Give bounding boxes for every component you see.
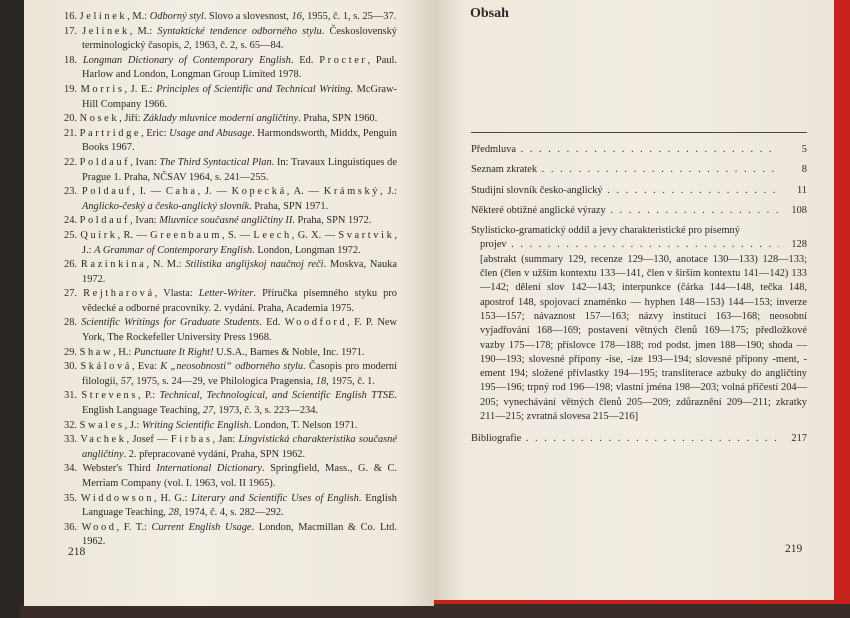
toc-item [471, 163, 807, 177]
toc-item [471, 184, 807, 198]
entry-text: , 1963, č. 2, s. 65—84. [189, 40, 284, 52]
entry-title: 28 [168, 507, 179, 519]
entry-title: Punctuate It Right! [133, 346, 214, 358]
entry-author: Swales [79, 419, 125, 431]
entry-text: 32. [64, 419, 80, 431]
toc-label: projev . . [480, 238, 779, 252]
bibliography-entry [64, 492, 397, 521]
entry-author: Nosek [79, 113, 120, 125]
bibliography-entry [64, 214, 397, 229]
entry-title: International Dictionary [156, 463, 262, 475]
entry-text: . Československý terminologický časopis, [82, 25, 397, 52]
entry-text: , M.: [127, 11, 150, 22]
entry-text: . English Language Teaching, [82, 492, 397, 519]
entry-text: , P.: [138, 390, 160, 402]
bibliography-entry [64, 185, 397, 214]
entry-text: 36. [64, 521, 82, 533]
bibliography-entry [64, 346, 397, 361]
bibliography-entry [64, 10, 397, 25]
entry-author: Quirk [80, 229, 118, 241]
entry-text: 19. [64, 83, 81, 95]
entry-title: Základy mluvnice moderní angličtiny [143, 113, 299, 125]
bibliography-entry [64, 83, 397, 112]
entry-text: , Jiří: [119, 113, 144, 125]
bibliography-entry [64, 156, 397, 185]
toc-label: Bibliografie . . [471, 432, 779, 446]
entry-text: . Příručka písemného styku pro vědecké a odborné pracovníky. 2. vydání. Praha, Academia 1975. [82, 288, 397, 314]
bibliography-list [64, 10, 397, 550]
entry-author: Vachek [80, 434, 127, 446]
entry-title: Literary and Scientific Uses of English [191, 492, 359, 504]
entry-text: . Praha, SPN 1971. [249, 200, 329, 212]
entry-text: , N. M.: [146, 259, 186, 271]
entry-title: K „neosobnosti“ odborného stylu [160, 361, 304, 373]
entry-text: , 1974, č. 4, s. 282—292. [178, 507, 284, 519]
entry-title: 57 [120, 375, 132, 387]
bibliography-entry [64, 389, 397, 418]
bibliography-entry [64, 521, 397, 550]
entry-text: . 2. přepracované vydání, Praha, SPN 1962. [123, 448, 306, 460]
entry-text: , Ivan: [130, 215, 160, 227]
entry-title: 2 [183, 40, 190, 52]
entry-text: 25. [64, 229, 81, 241]
toc-page: 108 [791, 204, 807, 216]
toc-label: Některé obtížné anglické výrazy . . [471, 204, 779, 218]
entry-title: Letter-Writer [198, 288, 254, 300]
entry-text: . London, Macmillan & Co. Ltd. 1962. [82, 521, 397, 548]
bibliography-entry [64, 433, 397, 462]
entry-title: Stilistika anglijskoj naučnoj reči [185, 259, 324, 271]
bibliography-entry [64, 229, 397, 258]
page-number: 219 [785, 543, 803, 555]
entry-text: 26. [64, 259, 81, 271]
entry-text: 29. [64, 346, 80, 358]
entry-author: Kopecká [231, 186, 287, 198]
entry-text: 27. [64, 288, 84, 300]
bibliography-entry [64, 127, 397, 156]
entry-text: , I. — [132, 186, 166, 198]
entry-text: , F. P. New York, The Rockefeller University Press 1968. [82, 317, 398, 344]
entry-text: , Vlasta: [154, 288, 199, 300]
bibliography-entry [64, 316, 397, 345]
entry-title: 18 [315, 375, 327, 387]
entry-author: Skálová [80, 361, 132, 373]
toc-label: Předmluva . . [471, 143, 779, 157]
toc-page: 128 [791, 239, 807, 251]
entry-text: . English Language Teaching, [82, 390, 397, 417]
toc-page: 5 [801, 144, 807, 155]
entry-text: , 1975, s. 24—29, ve Philologica Pragensia, [131, 375, 316, 387]
entry-text: . Ed. [259, 317, 285, 329]
entry-text: , Josef — [126, 434, 171, 446]
entry-text: , R. — [117, 229, 151, 241]
toc-page: 217 [791, 433, 807, 445]
entry-text: . McGraw-Hill Company 1966. [82, 83, 397, 110]
entry-author: Razinkina [80, 259, 147, 271]
entry-text: 35. [64, 492, 81, 504]
entry-text: , J. E.: [124, 83, 157, 95]
entry-author: Jelínek [82, 25, 130, 37]
entry-title: The Third Syntactical Plan [159, 156, 272, 168]
entry-text: 30. [64, 361, 81, 373]
bibliography-entry [64, 360, 397, 389]
entry-text: 22. [64, 156, 80, 168]
entry-text: , J.: [82, 229, 397, 256]
entry-author: Jelínek [79, 11, 128, 22]
entry-text: . London, Longman 1972. [252, 244, 361, 256]
bibliography-entry [64, 419, 397, 434]
entry-title: Scientific Writings for Graduate Students [81, 317, 260, 329]
entry-text: , J.: [380, 186, 397, 198]
entry-text: , G. X. — [291, 229, 339, 241]
entry-title: Syntaktické tendence odborného stylu [157, 25, 322, 37]
entry-title: Lingvistická charakteristika současné angličtiny [82, 434, 397, 460]
entry-text: . Springfield, Mass., G. & C. Merriam Company (vol. I. 1963, vol. II 1965). [82, 463, 397, 489]
entry-text: , J. — [197, 186, 232, 198]
right-page [434, 0, 834, 600]
entry-text: 31. [64, 390, 82, 402]
entry-text: . Praha, SPN 1960. [298, 113, 378, 125]
entry-text: , H. G.: [154, 492, 192, 504]
entry-author: Wood [81, 521, 117, 533]
entry-title: Principles of Scientific and Technical Writing [156, 83, 351, 95]
entry-text: 21. [64, 127, 80, 139]
entry-title: 27 [202, 405, 214, 417]
entry-text: . London, T. Nelson 1971. [248, 419, 358, 431]
entry-text: 34. Webster's Third [64, 463, 157, 475]
toc-label: Studijní slovník česko-anglický . . [471, 184, 779, 198]
entry-text: , Jan: [212, 434, 239, 446]
toc-section-details: [abstrakt (summary 129, recenze 129—130, anotace 130—133) 128—133; člen (člen v užším kontextu 133—141, člen v širším kontextu 141—142) 133—142; dělení slov 142—143; interpunkce (čárka 144—148, tečka 148, apostrof 148, spojovací znaménko — hyphen 148—153) 144—153; inverze 153—157; návaznost 157—163; názvy institucí 163—168; neosobní vyjadřování 168—169; postavení větných členů 169—175; předložkové vazby 175—178; příslovce 178—188; rod podst. jmen 188—190; shoda — 190—193; slovesné přípony -ise, -ize 193—194; slovesné přípony -ment, -ement 194; složené přívlastky 194—195; transliterace azbuky do angličtiny 195—196; trpný rod 196—198; vlastní jména 198—203; volná příčestí 204—205; vynechávání větných členů 205—209; zdůraznění 209—211; zkratky 211—215; zvratná slovesa 215—216] [480, 253, 807, 423]
entry-author: Rejtharová [83, 288, 155, 300]
entry-text: . Moskva, Nauka 1972. [82, 259, 398, 285]
page-title: Obsah [470, 6, 509, 21]
entry-author: Poldauf [81, 186, 133, 198]
left-page [24, 0, 434, 606]
entry-text: , Eric: [141, 127, 170, 139]
entry-text: , H.: [113, 346, 134, 358]
entry-text: . Ed. [290, 54, 320, 66]
entry-text: , Paul. Harlow and London, Longman Group Limited 1978. [82, 54, 397, 81]
bibliography-entry [64, 54, 397, 83]
entry-text: 23. [64, 186, 82, 198]
bibliography-entry [64, 462, 397, 491]
entry-title: A Grammar of Contemporary English [94, 244, 253, 256]
entry-author: Woodford [284, 317, 348, 329]
entry-author: Krámský [323, 186, 381, 198]
bibliography-entry [64, 112, 397, 127]
entry-title: Writing Scientific English [141, 419, 249, 431]
entry-text: , A. — [286, 186, 324, 198]
entry-title: Technical, Technological, and Scientific English TTSE [159, 390, 395, 402]
entry-author: Procter [319, 54, 368, 66]
entry-text: , M.: [129, 25, 158, 37]
entry-text: , J.: [124, 419, 142, 431]
entry-text: 16. [64, 11, 80, 22]
divider [471, 132, 807, 133]
entry-text: . Praha, SPN 1972. [292, 215, 372, 227]
entry-title: Usage and Abusage [169, 127, 253, 139]
entry-title: 16 [291, 11, 302, 22]
bibliography-entry [64, 258, 397, 287]
toc-item-bibliography [471, 432, 807, 446]
entry-author: Greenbaum [150, 229, 223, 241]
entry-author: Partridge [79, 127, 142, 139]
entry-text: , 1955, č. 1, s. 25—37. [301, 11, 397, 22]
entry-text: 33. [64, 434, 81, 446]
entry-text: 24. [64, 215, 80, 227]
entry-text: . In: Travaux Linguistiques de Prague 1. Praha, NČSAV 1964, s. 241—255. [82, 156, 397, 183]
entry-author: Firbas [170, 434, 213, 446]
entry-text: , S. — [222, 229, 254, 241]
entry-text: U.S.A., Barnes & Noble, Inc. 1971. [213, 346, 365, 358]
entry-text: , F. T.: [116, 521, 152, 533]
entry-text: 18. [64, 54, 83, 66]
toc-page: 8 [801, 164, 807, 176]
entry-author: Caha [165, 186, 198, 198]
entry-author: Strevens [81, 390, 138, 402]
entry-author: Poldauf [79, 215, 131, 227]
entry-text: 28. [64, 317, 82, 329]
entry-text: 20. [64, 113, 80, 125]
entry-author: Widdowson [80, 492, 155, 504]
entry-author: Poldauf [79, 156, 131, 168]
entry-text: , 1975, č. 1. [326, 375, 375, 387]
entry-author: Shaw [79, 346, 114, 358]
entry-title: Longman Dictionary of Contemporary English [82, 54, 291, 66]
entry-title: Anglicko-český a česko-anglický slovník [82, 200, 250, 212]
toc-page: 11 [796, 184, 807, 196]
entry-text: . Slovo a slovesnost, [203, 11, 292, 22]
entry-title: Odborný styl [149, 11, 204, 22]
toc-item [471, 143, 807, 157]
bibliography-entry [64, 25, 397, 54]
book-bottom-edge [20, 604, 850, 618]
entry-author: Svartvik [338, 229, 395, 241]
entry-text: . Harmondsworth, Middx, Penguin Books 1967. [82, 127, 397, 154]
page-number: 218 [68, 546, 86, 558]
bibliography-entry [64, 287, 397, 316]
entry-author: Leech [253, 229, 292, 241]
entry-text: , Eva: [132, 361, 161, 373]
entry-text: , Ivan: [130, 156, 160, 168]
table-of-contents [471, 137, 807, 447]
toc-item [471, 204, 807, 218]
entry-text: , 1973, č. 3, s. 223—234. [213, 405, 319, 417]
toc-label: Seznam zkratek . . [471, 163, 779, 177]
entry-title: Current English Usage [151, 521, 252, 533]
entry-author: Morris [80, 83, 125, 95]
entry-text: . Časopis pro moderní filologii, [82, 361, 397, 387]
toc-item-section [471, 224, 807, 424]
entry-title: Mluvnice současné angličtiny II [159, 215, 293, 227]
entry-text: 17. [64, 25, 83, 37]
toc-label: Stylisticko-gramatický oddíl a jevy charakteristické pro písemný [471, 225, 740, 237]
